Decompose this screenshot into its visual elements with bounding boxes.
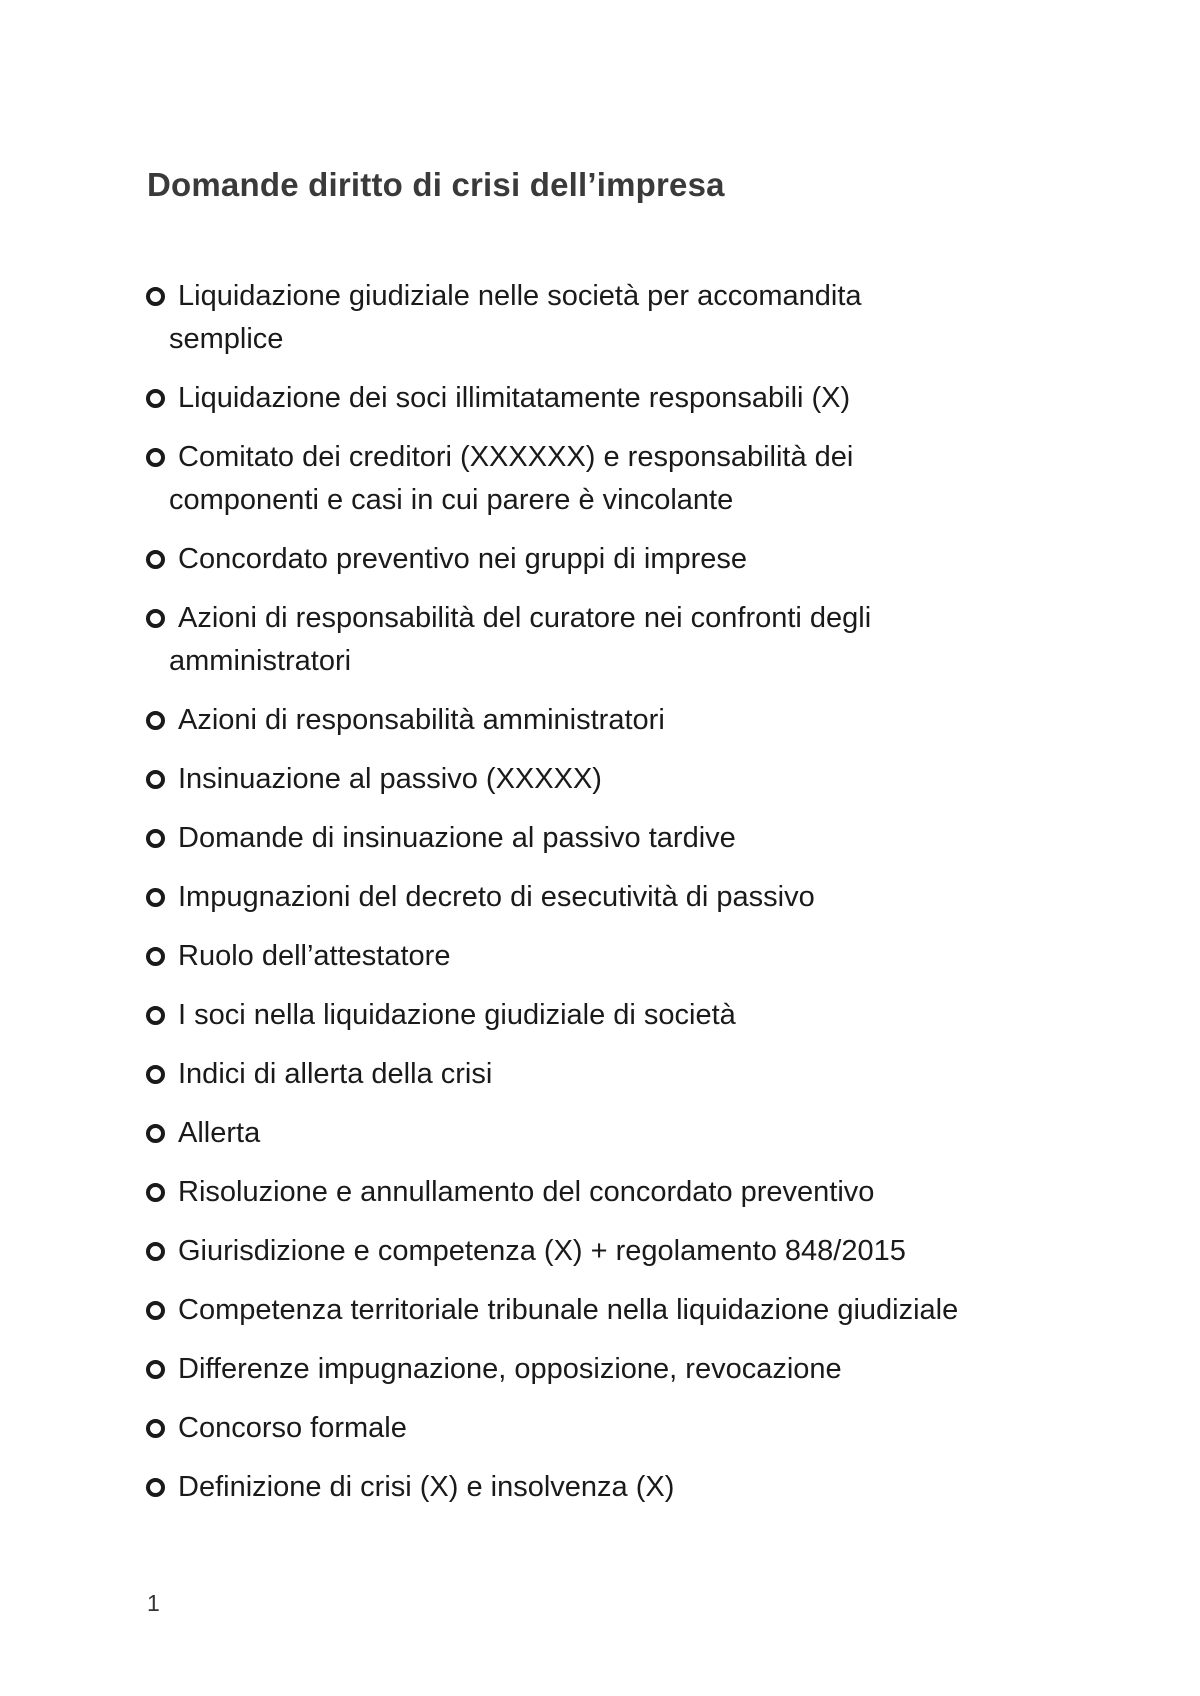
list-item [143,597,1153,683]
list-item-text [178,377,1118,420]
list-item [143,817,1153,860]
list-item-line: Allerta [178,1117,261,1149]
list-item [143,758,1153,801]
list-item-text [178,1230,1118,1273]
circle-bullet-icon [146,947,165,966]
list-item-line: Indici di allerta della crisi [178,1058,493,1090]
list-item-text [178,1289,1118,1332]
list-item [143,876,1153,919]
list-item-continuation: componenti e casi in cui parere è vincolante [169,484,734,516]
list-item [143,1466,1153,1509]
list-item-line: Risoluzione e annullamento del concordato preventivo [178,1176,875,1208]
list-item [143,1230,1153,1273]
list-item-continuation: amministratori [169,645,352,677]
circle-bullet-icon [146,1124,165,1143]
list-item-text [178,1171,1118,1214]
list-item-text [169,597,1118,683]
circle-bullet-icon [146,1478,165,1497]
list-item-line: Comitato dei creditori (XXXXXX) e responsabilità dei [178,441,854,473]
list-item-text [169,436,1118,522]
list-item-text [178,994,1118,1037]
list-item-line: Liquidazione dei soci illimitatamente responsabili (X) [178,382,851,414]
list-item [143,935,1153,978]
list-item [143,1053,1153,1096]
circle-bullet-icon [146,1006,165,1025]
list-item-text [178,1466,1118,1509]
list-item-line: Azioni di responsabilità del curatore nei confronti degli [178,602,872,634]
list-item-text [178,1407,1118,1450]
list-item [143,1407,1153,1450]
circle-bullet-icon [146,888,165,907]
list-item-line: Azioni di responsabilità amministratori [178,704,665,736]
list-item [143,994,1153,1037]
list-item-text [178,1112,1118,1155]
list-item-line: Insinuazione al passivo (XXXXX) [178,763,602,795]
list-item-text [178,1348,1118,1391]
circle-bullet-icon [146,1065,165,1084]
list-item-line: Definizione di crisi (X) e insolvenza (X) [178,1471,675,1503]
circle-bullet-icon [146,829,165,848]
circle-bullet-icon [146,448,165,467]
question-list [143,275,1153,1525]
page-title: Domande diritto di crisi dell’impresa [147,166,725,203]
circle-bullet-icon [146,287,165,306]
list-item-text [178,758,1118,801]
list-item [143,1112,1153,1155]
list-item-line: Differenze impugnazione, opposizione, revocazione [178,1353,842,1385]
list-item [143,1171,1153,1214]
list-item-text [178,538,1118,581]
list-item-text [178,1053,1118,1096]
circle-bullet-icon [146,1360,165,1379]
circle-bullet-icon [146,389,165,408]
list-item-line: Impugnazioni del decreto di esecutività di passivo [178,881,815,913]
circle-bullet-icon [146,1242,165,1261]
circle-bullet-icon [146,550,165,569]
list-item-text [178,935,1118,978]
list-item [143,1289,1153,1332]
list-item [143,699,1153,742]
circle-bullet-icon [146,711,165,730]
list-item-text [178,817,1118,860]
list-item-line: Domande di insinuazione al passivo tardive [178,822,736,854]
circle-bullet-icon [146,609,165,628]
list-item-line: Liquidazione giudiziale nelle società per accomandita [178,280,862,312]
list-item-line: Concordato preventivo nei gruppi di imprese [178,543,748,575]
list-item [143,538,1153,581]
list-item [143,377,1153,420]
list-item-text [178,876,1118,919]
list-item [143,1348,1153,1391]
list-item-line: I soci nella liquidazione giudiziale di società [178,999,736,1031]
list-item-line: Ruolo dell’attestatore [178,940,451,972]
circle-bullet-icon [146,1183,165,1202]
list-item [143,436,1153,522]
circle-bullet-icon [146,1301,165,1320]
list-item-line: Competenza territoriale tribunale nella liquidazione giudiziale [178,1294,959,1326]
list-item-text [178,699,1118,742]
list-item-line: Giurisdizione e competenza (X) + regolamento 848/2015 [178,1235,906,1267]
list-item-continuation: semplice [169,323,284,355]
list-item [143,275,1153,361]
list-item-line: Concorso formale [178,1412,407,1444]
circle-bullet-icon [146,1419,165,1438]
page-number: 1 [147,1590,160,1616]
list-item-text [169,275,1118,361]
circle-bullet-icon [146,770,165,789]
